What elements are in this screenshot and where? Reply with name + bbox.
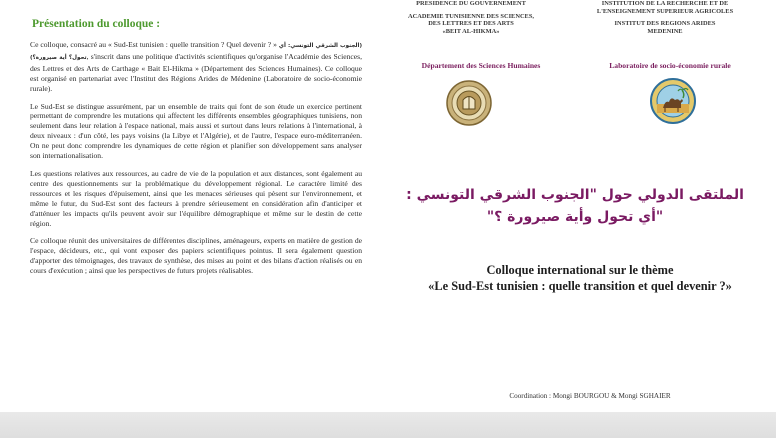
paragraph-1-text-b: , s'inscrit dans une politique d'activités scientifiques qu'organise l'Académie des Sciences, des Lettres et des Arts de Carthage « Bait El-Hikma » (Département des Sciences Humaines). Ce colloque est organisé en partenariat avec l'Institut des Régions Arides de Médenine (Laboratoire de socio-économie rurale).	[30, 51, 362, 93]
academy-name-line2: DES LETTRES ET DES ARTS	[428, 20, 514, 28]
presentation-paragraph-2: Le Sud-Est se distingue assurément, par un ensemble de traits qui font de son étude un exercice pertinent permettant de comprendre les mutations qui affectent les différents ensembles géographiques tunisiens, non seulement dans leur relation à l'espace national, mais aussi et surtout dans leurs relations à l'international, à deux niveaux : d'un côté, les pays voisins (la Libye et l'Algérie), et de l'autre, l'espace euro-méditerranéen. On ne peut donc comprendre les dynamiques de cette région et planifier son développement sans analyser son internationalisation.	[30, 101, 362, 161]
institution-line2: L'ENSEIGNEMENT SUPERIEUR AGRICOLES	[596, 7, 734, 15]
presentation-title: Présentation du colloque :	[32, 18, 161, 30]
academy-name-line1: ACADEMIE TUNISIENNE DES SCIENCES,	[408, 12, 534, 20]
ira-camel-logo-icon	[650, 78, 696, 124]
beit-al-hikma-emblem-icon	[446, 80, 492, 126]
presentation-column	[30, 10, 362, 284]
presentation-paragraph-3: Les questions relatives aux ressources, au cadre de vie de la population et aux distances, sont également au centre des questionnements sur la problématique du développement régional. Le caractère limité des ressources et les risques d'épuisement, ainsi que les menaces sérieuses qui pèsent sur l'environnement, et même le futur, du Sud-Est sont des facteurs à prendre sérieusement en considération afin d'anticiper et d'atténuer les impacts qu'ils peuvent avoir sur l'équilibre démographique et même sur le destin de cette région.	[30, 168, 362, 228]
paragraph-1-text-a: Ce colloque, consacré au « Sud-Est tunisien : quelle transition ? Quel devenir ? »	[30, 40, 277, 49]
french-colloquium-title	[420, 262, 740, 294]
arabic-colloquium-title	[400, 184, 750, 228]
arabic-title-line2: "أي تحول وأية صيرورة ؟"	[486, 209, 664, 225]
government-line: PRESIDENCE DU GOUVERNEMENT	[416, 0, 526, 7]
presentation-paragraph-4: Ce colloque réunit des universitaires de différentes disciplines, aménageurs, experts en matière de gestion de l'espace, décideurs, etc., qui vont exposer des papiers scientifiques pointus. Il sera également question d'apporter des témoignages, des travaux de synthèse, des mises au point et des bilans d'action réalisés ou en cours d'exécution ; ainsi que les perspectives de futurs projets réalisables.	[30, 236, 362, 276]
french-title-line1: Colloque international sur le thème	[486, 263, 674, 277]
coordination-credit: Coordination : Mongi BOURGOU & Mongi SGHAIER	[509, 392, 671, 400]
ira-header	[580, 0, 750, 35]
academy-header	[396, 0, 546, 35]
department-label: Département des Sciences Humaines	[421, 61, 541, 70]
academy-name-line3: «BEIT AL-HIKMA»	[442, 27, 500, 35]
paragraph-1-arabic: (الجنوب الشرقي التونسي: أي تحول؟ أية صيرورة؟)	[30, 43, 362, 61]
institution-line1: INSTITUTION DE LA RECHERCHE ET DE	[601, 0, 729, 7]
page-bottom-margin	[0, 412, 776, 438]
presentation-paragraph-1	[30, 40, 362, 94]
ira-name-line2: MEDENINE	[647, 27, 683, 35]
laboratory-label: Laboratoire de socio-économie rurale	[609, 61, 731, 70]
arabic-title-line1: الملتقى الدولي حول "الجنوب الشرقي التونسي :	[406, 187, 744, 203]
french-title-line2: «Le Sud-Est tunisien : quelle transition et quel devenir ?»	[428, 279, 732, 293]
ira-name-line1: INSTITUT DES REGIONS ARIDES	[614, 20, 716, 28]
